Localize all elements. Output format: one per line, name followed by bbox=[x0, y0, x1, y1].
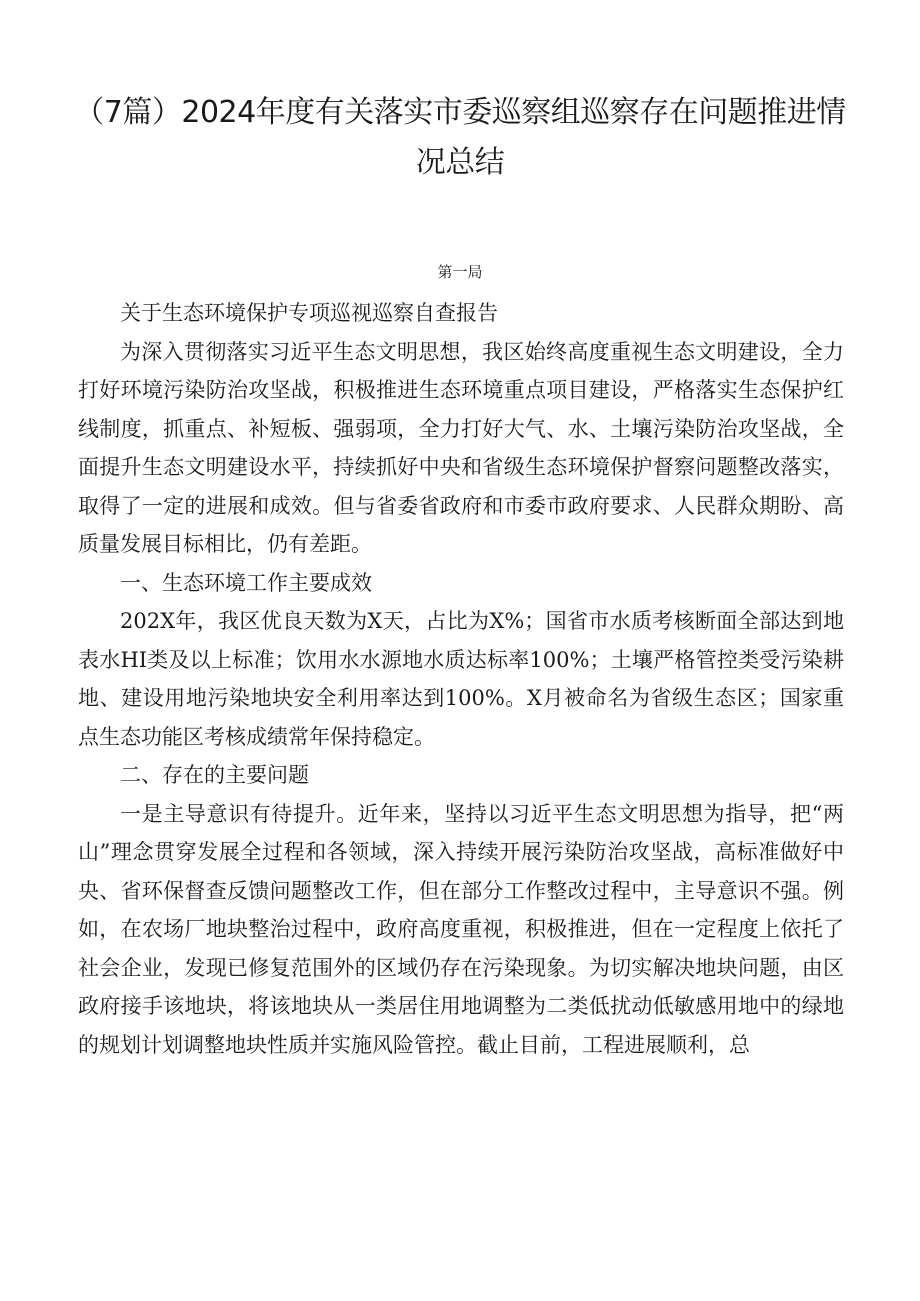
document-title-line-2: 况总结 bbox=[415, 145, 505, 180]
report-heading: 关于生态环境保护专项巡视巡察自查报告 bbox=[120, 301, 498, 325]
document-body bbox=[78, 294, 844, 1064]
section-heading-problems: 二、存在的主要问题 bbox=[120, 763, 309, 787]
document-title-line-1: （7篇）2024年度有关落实市委巡察组巡察存在问题推进情 bbox=[74, 95, 846, 130]
section-label: 第一局 bbox=[437, 263, 483, 281]
body-paragraph: 202X年，我区优良天数为X天，占比为X%；国省市水质考核断面全部达到地表水HI类及以上标准；饮用水水源地水质达标率100%；土壤严格管控类受污染耕地、建设用地污染地块安全利用率达到100%。X月被命名为省级生态区；国家重点生态功能区考核成绩常年保持稳定。 bbox=[78, 609, 844, 749]
document-title bbox=[0, 88, 920, 188]
section-heading-achievements: 一、生态环境工作主要成效 bbox=[120, 570, 372, 595]
body-paragraph: 为深入贯彻落实习近平生态文明思想，我区始终高度重视生态文明建设，全力打好环境污染防治攻坚战，积极推进生态环境重点项目建设，严格落实生态保护红线制度，抓重点、补短板、强弱项，全力打好大气、水、土壤污染防治攻坚战，全面提升生态文明建设水平，持续抓好中央和省级生态环境保护督察问题整改落实，取得了一定的进展和成效。但与省委省政府和市委市政府要求、人民群众期盼、高质量发展目标相比，仍有差距。 bbox=[78, 339, 844, 556]
body-paragraph: 一是主导意识有待提升。近年来，坚持以习近平生态文明思想为指导，把“两山”理念贯穿发展全过程和各领域，深入持续开展污染防治攻坚战，高标准做好中央、省环保督查反馈问题整改工作，但在部分工作整改过程中，主导意识不强。例如，在农场厂地块整治过程中，政府高度重视，积极推进，但在一定程度上依托了社会企业，发现已修复范围外的区域仍存在污染现象。为切实解决地块问题，由区政府接手该地块，将该地块从一类居住用地调整为二类低扰动低敏感用地中的绿地的规划计划调整地块性质并实施风险管控。截止目前，工程进展顺利，总 bbox=[78, 801, 844, 1057]
